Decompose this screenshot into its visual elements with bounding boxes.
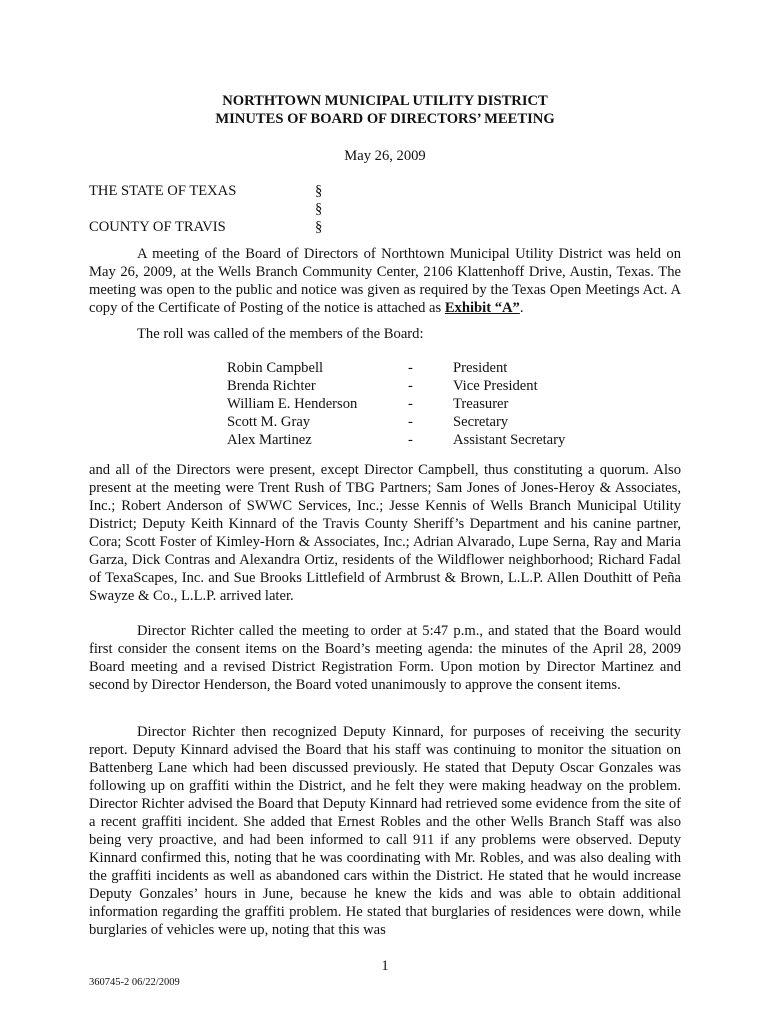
- attendance-paragraph: and all of the Directors were present, except Director Campbell, thus constituting a quorum. Also present at the meeting were Trent Rush of TBG Partners; Sam Jones of Jones-Heroy & Associates, Inc.; Robert Anderson of SWWC Services, Inc.; Jesse Kennis of Wells Branch Municipal Utility District; Deputy Keith Kinnard of the Travis County Sheriff’s Department and his canine partner, Cora; Scott Foster of Kimley-Horn & Associates, Inc.; Adrian Alvarado, Lupe Serna, Ray and Maria Garza, Dick Contras and Alexandra Ortiz, residents of the Wildflower neighborhood; Richard Fadal of TexaScapes, Inc. and Sue Brooks Littlefield of Armbrust & Brown, L.L.P. Allen Douthitt of Peña Swayze & Co., L.L.P. arrived later.: [89, 462, 681, 604]
- roll-row: [227, 413, 627, 431]
- section-mark: §: [315, 201, 323, 217]
- roll-row: [227, 377, 627, 395]
- dash: -: [408, 378, 413, 394]
- director-name: Alex Martinez: [227, 432, 312, 448]
- document-title-line1: NORTHTOWN MUNICIPAL UTILITY DISTRICT: [222, 93, 548, 109]
- dash: -: [408, 360, 413, 376]
- roll-call-list: [227, 359, 627, 449]
- roll-row: [227, 359, 627, 377]
- director-title: Assistant Secretary: [453, 432, 566, 448]
- director-name: Robin Campbell: [227, 360, 324, 376]
- county-label: COUNTY OF TRAVIS: [89, 219, 226, 235]
- roll-row: [227, 431, 627, 449]
- document-id: 360745-2 06/22/2009: [89, 977, 180, 988]
- document-title-line2: MINUTES OF BOARD OF DIRECTORS’ MEETING: [215, 111, 555, 127]
- director-name: Scott M. Gray: [227, 414, 311, 430]
- meeting-date: May 26, 2009: [344, 148, 426, 164]
- dash: -: [408, 432, 413, 448]
- director-name: William E. Henderson: [227, 396, 358, 412]
- director-title: President: [453, 360, 508, 376]
- exhibit-a-reference: Exhibit “A”: [444, 300, 520, 316]
- call-to-order-paragraph: Director Richter called the meeting to order at 5:47 p.m., and stated that the Board would first consider the consent items on the Board’s meeting agenda: the minutes of the April 28, 2009 Board meeting and a revised District Registration Form. Upon motion by Director Martinez and second by Director Henderson, the Board voted unanimously to approve the consent items.: [89, 623, 681, 693]
- roll-call-intro: The roll was called of the members of the Board:: [137, 326, 424, 342]
- dash: -: [408, 396, 413, 412]
- state-label: THE STATE OF TEXAS: [89, 183, 237, 199]
- section-mark: §: [315, 183, 323, 199]
- director-title: Vice President: [453, 378, 538, 394]
- venue-block: [89, 182, 689, 236]
- roll-row: [227, 395, 627, 413]
- page-number: 1: [381, 958, 389, 974]
- director-title: Secretary: [453, 414, 509, 430]
- director-title: Treasurer: [453, 396, 509, 412]
- director-name: Brenda Richter: [227, 378, 316, 394]
- dash: -: [408, 414, 413, 430]
- security-report-paragraph: Director Richter then recognized Deputy Kinnard, for purposes of receiving the security report. Deputy Kinnard advised the Board that his staff was continuing to monitor the situation on Battenberg Lane which had been discussed previously. He stated that Deputy Oscar Gonzales was following up on graffiti within the District, and he felt they were making headway on the problem. Director Richter advised the Board that Deputy Kinnard had retrieved some evidence from the site of a recent graffiti incident. She added that Ernest Robles and the other Wells Branch Staff was also being very proactive, and had been informed to call 911 if any problems were observed. Deputy Kinnard confirmed this, noting that he was coordinating with Mr. Robles, and was also dealing with the graffiti incidents as well as abandoned cars within the District. He stated that he would increase Deputy Gonzales’ hours in June, because he knew the kids and was able to obtain additional information regarding the graffiti problem. He stated that burglaries of residences were down, while burglaries of vehicles were up, noting that this was: [89, 724, 681, 938]
- section-mark: §: [315, 219, 323, 235]
- meeting-notice-paragraph: A meeting of the Board of Directors of Northtown Municipal Utility District was held on May 26, 2009, at the Wells Branch Community Center, 2106 Klattenhoff Drive, Austin, Texas. The meeting was open to the public and notice was given as required by the Texas Open Meetings Act. A copy of the Certificate of Posting of the notice is attached as Exhibit “A”.: [89, 246, 681, 316]
